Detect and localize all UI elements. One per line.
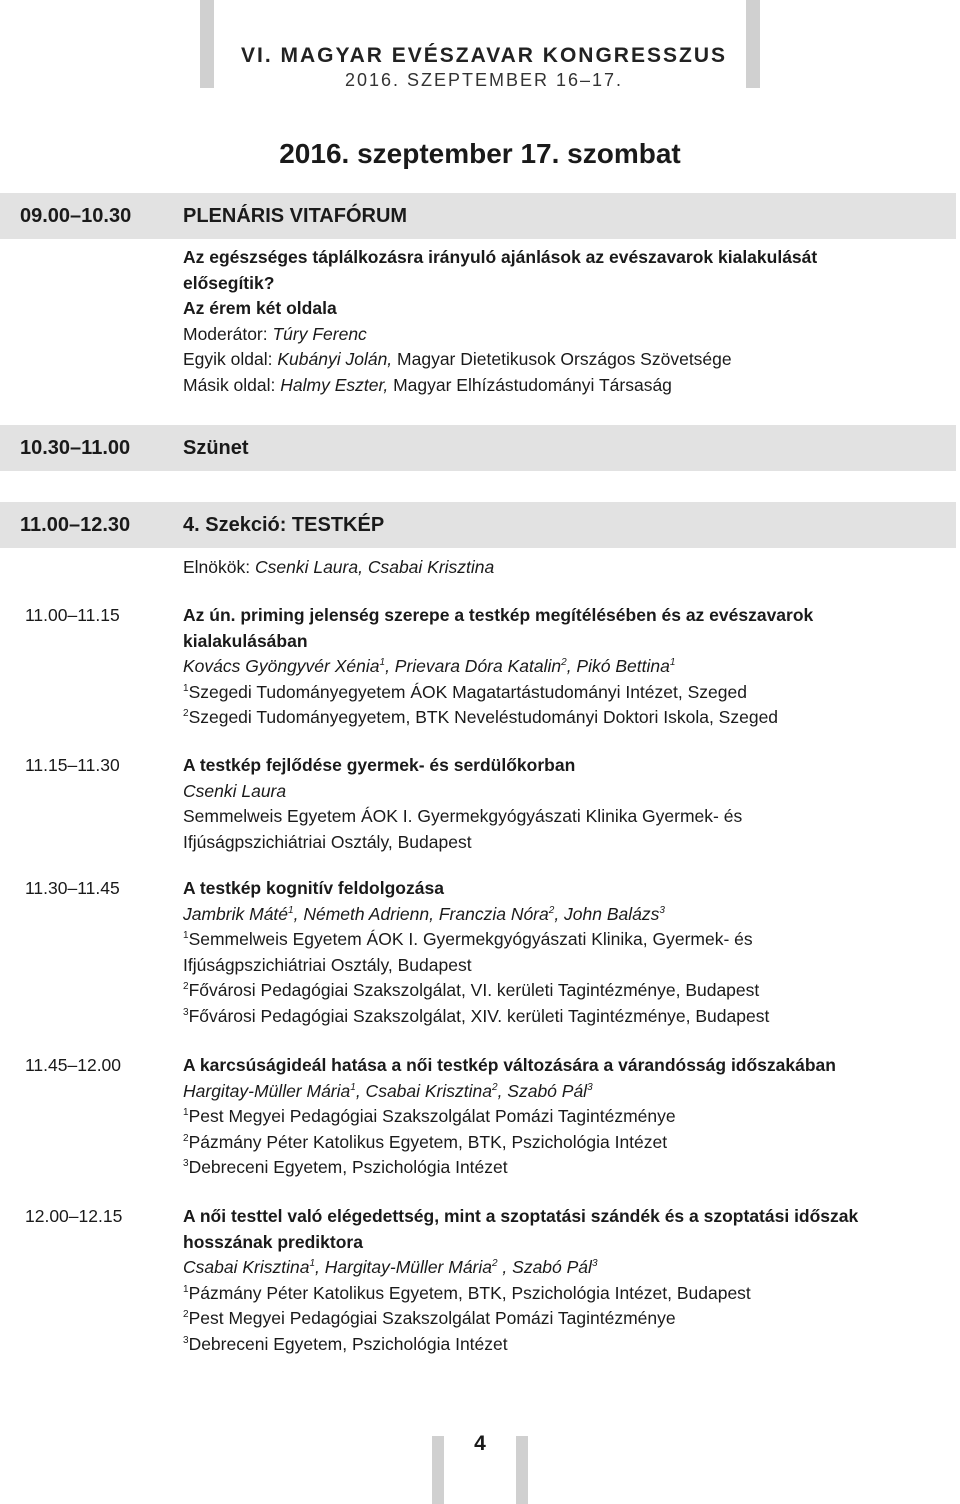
talk-authors [183, 654, 943, 680]
session-label: Szünet [183, 437, 249, 459]
talk-authors [183, 902, 943, 928]
moderator-line [183, 322, 943, 348]
session-time: 11.00–12.30 [20, 514, 131, 536]
session-time: 10.30–11.00 [20, 437, 131, 459]
session-label: 4. Szekció: TESTKÉP [183, 514, 385, 536]
affiliation-text: Semmelweis Egyetem ÁOK I. Gyermekgyógyászati Klinika Gyermek- és [183, 806, 743, 826]
congress-title: VI. MAGYAR EVÉSZAVAR KONGRESSZUS [240, 44, 727, 67]
affiliation-mark: 1 [183, 682, 189, 694]
author-name: , Szabó Pál [497, 1257, 592, 1277]
session-label: PLENÁRIS VITAFÓRUM [183, 205, 408, 227]
talk-affiliation [183, 1306, 943, 1332]
session-time: 09.00–10.30 [20, 205, 132, 227]
side1-line [183, 347, 943, 373]
author-name: Csenki Laura [183, 780, 287, 801]
plenary-details [183, 245, 943, 398]
day-title: 2016. szeptember 17. szombat [279, 138, 681, 169]
author-affiliation-mark: 2 [492, 1081, 498, 1093]
author-name: , Németh Adrienn, Franczia Nóra [293, 903, 549, 924]
affiliation-mark: 2 [183, 1132, 189, 1144]
talk-item [183, 603, 943, 731]
side2-org: Magyar Elhízástudományi Társaság [388, 374, 672, 395]
affiliation-text: Debreceni Egyetem, Pszichológia Intézet [188, 1157, 508, 1177]
affiliation-mark: 3 [183, 1006, 189, 1018]
talk-title-line: A karcsúságideál hatása a női testkép változására a várandósság időszakában [183, 1055, 836, 1075]
author-name: , Hargitay-Müller Mária [315, 1257, 492, 1277]
affiliation-mark: 1 [183, 1283, 189, 1295]
affiliation-text: Pázmány Péter Katolikus Egyetem, BTK, Pszichológia Intézet [188, 1131, 668, 1152]
author-affiliation-mark: 1 [288, 904, 294, 916]
author-affiliation-mark: 3 [587, 1081, 593, 1093]
author-name: , Csabai Krisztina [355, 1080, 492, 1101]
talk-authors [183, 779, 943, 805]
talk-affiliation [183, 1004, 943, 1030]
author-affiliation-mark: 1 [379, 657, 386, 669]
talk-title-line: A testkép kognitív feldolgozása [183, 878, 444, 898]
talk-time: 11.15–11.30 [25, 755, 120, 775]
talk-affiliation [183, 705, 943, 731]
session-band-break [0, 425, 956, 471]
chairs-prefix: Elnökök: [183, 557, 255, 577]
affiliation-mark: 2 [183, 981, 189, 993]
author-affiliation-mark: 2 [492, 1258, 498, 1270]
author-affiliation-mark: 3 [591, 1258, 598, 1270]
talk-affiliation [183, 680, 943, 706]
talk-time: 11.45–12.00 [25, 1055, 122, 1075]
page-number: 4 [474, 1432, 486, 1455]
affiliation-mark: 2 [183, 708, 189, 720]
talk-title-line: A testkép fejlődése gyermek- és serdülőkorban [183, 755, 576, 775]
talk-affiliation [183, 978, 943, 1004]
plenary-title-line: elősegítik? [183, 272, 275, 293]
author-name: , Prievara Dóra Katalin [385, 656, 562, 676]
affiliation-mark: 2 [183, 1309, 189, 1321]
congress-date: 2016. SZEPTEMBER 16–17. [344, 70, 624, 90]
affiliation-text: Fővárosi Pedagógiai Szakszolgálat, VI. kerületi Tagintézménye, Budapest [188, 980, 760, 1000]
talk-time: 11.30–11.45 [25, 878, 120, 898]
side1-org: Magyar Dietetikusok Országos Szövetsége [392, 349, 732, 369]
talk-affiliation [183, 830, 943, 856]
author-name: Jambrik Máté [183, 903, 289, 924]
talk-affiliation [183, 1104, 943, 1130]
affiliation-text: Fővárosi Pedagógiai Szakszolgálat, XIV. kerületi Tagintézménye, Budapest [188, 1005, 770, 1026]
header-bar-left [200, 0, 214, 88]
affiliation-mark: 3 [183, 1334, 189, 1346]
author-name: Kovács Gyöngyvér Xénia [183, 656, 380, 676]
talk-affiliation [183, 1281, 943, 1307]
talk-item [183, 1053, 943, 1181]
plenary-subtitle: Az érem két oldala [183, 298, 337, 318]
talk-item [183, 1204, 943, 1357]
affiliation-text: Semmelweis Egyetem ÁOK I. Gyermekgyógyászati Klinika, Gyermek- és [188, 929, 753, 949]
author-affiliation-mark: 2 [548, 904, 555, 916]
moderator-name: Túry Ferenc [272, 323, 367, 344]
affiliation-mark: 1 [183, 930, 189, 942]
talk-affiliation [183, 953, 943, 979]
affiliation-text: Pest Megyei Pedagógiai Szakszolgálat Pomázi Tagintézménye [188, 1106, 676, 1126]
talk-affiliation [183, 1130, 943, 1156]
talk-title-line: Az ún. priming jelenség szerepe a testkép megítélésében és az evészavarok [183, 605, 814, 625]
affiliation-text: Szegedi Tudományegyetem ÁOK Magatartástudományi Intézet, Szeged [188, 681, 747, 702]
affiliation-text: Debreceni Egyetem, Pszichológia Intézet [188, 1333, 508, 1354]
author-name: , John Balázs [554, 903, 660, 924]
author-affiliation-mark: 1 [350, 1081, 356, 1093]
author-name: , Szabó Pál [497, 1080, 588, 1101]
side2-name: Halmy Eszter, [280, 374, 389, 395]
talk-title-line: kialakulásában [183, 630, 308, 651]
moderator-prefix: Moderátor: [183, 323, 273, 344]
session-band-plenary [0, 193, 956, 239]
talk-affiliation [183, 1332, 943, 1358]
side2-prefix: Másik oldal: [183, 374, 281, 395]
affiliation-mark: 1 [183, 1107, 189, 1119]
author-affiliation-mark: 1 [669, 657, 676, 669]
talk-item [183, 876, 943, 1029]
author-name: , Pikó Bettina [566, 656, 670, 676]
affiliation-mark: 3 [183, 1158, 189, 1170]
talk-title-line: A női testtel való elégedettség, mint a szoptatási szándék és a szoptatási időszak [183, 1206, 859, 1226]
affiliation-text: Pázmány Péter Katolikus Egyetem, BTK, Pszichológia Intézet, Budapest [188, 1282, 751, 1303]
talk-affiliation [183, 1155, 943, 1181]
talk-item [183, 753, 943, 855]
chairs-names: Csenki Laura, Csabai Krisztina [254, 557, 495, 577]
session-band-section4 [0, 502, 956, 548]
talk-affiliation [183, 927, 943, 953]
author-affiliation-mark: 1 [309, 1258, 316, 1270]
affiliation-text: Ifjúságpszichiátriai Osztály, Budapest [183, 954, 472, 975]
talk-affiliation [183, 804, 943, 830]
affiliation-text: Szegedi Tudományegyetem, BTK Neveléstudományi Doktori Iskola, Szeged [188, 707, 779, 727]
affiliation-text: Pest Megyei Pedagógiai Szakszolgálat Pomázi Tagintézménye [188, 1308, 676, 1328]
author-name: Hargitay-Müller Mária [183, 1080, 351, 1101]
section-chairs [183, 555, 943, 581]
talk-time: 11.00–11.15 [25, 605, 120, 625]
side1-name: Kubányi Jolán, [277, 349, 393, 369]
talk-time: 12.00–12.15 [25, 1206, 123, 1226]
talk-title-line: hosszának prediktora [183, 1231, 363, 1252]
author-affiliation-mark: 3 [659, 904, 665, 916]
author-name: Csabai Krisztina [183, 1257, 310, 1277]
talk-authors [183, 1079, 943, 1105]
plenary-title-line: Az egészséges táplálkozásra irányuló ajánlások az evészavarok kialakulását [183, 247, 818, 267]
talk-authors [183, 1255, 943, 1281]
side2-line [183, 373, 943, 399]
affiliation-text: Ifjúságpszichiátriai Osztály, Budapest [183, 831, 472, 852]
side1-prefix: Egyik oldal: [183, 349, 278, 369]
author-affiliation-mark: 2 [561, 657, 567, 669]
